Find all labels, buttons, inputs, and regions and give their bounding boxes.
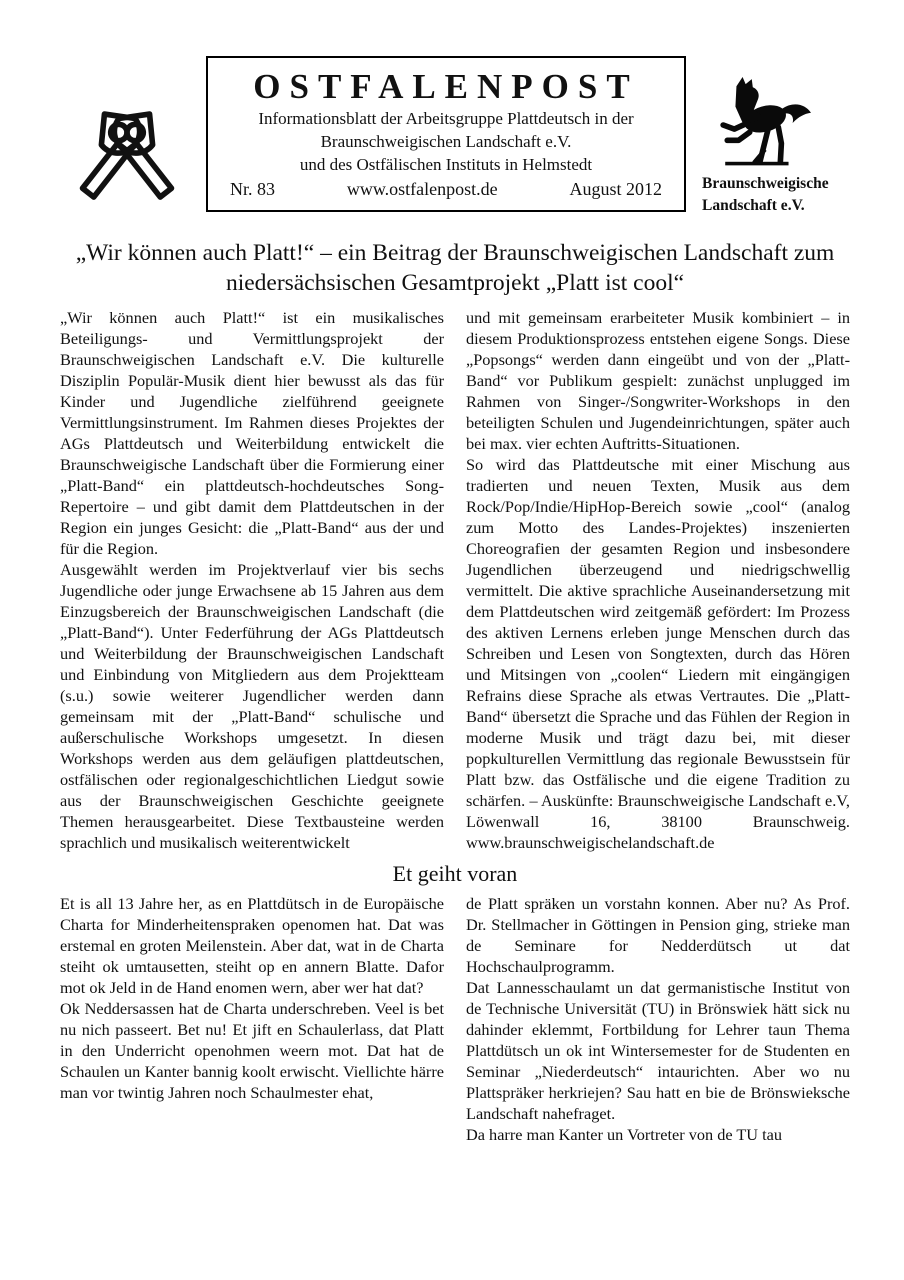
paragraph: So wird das Plattdeutsche mit einer Mischung aus tradierten und neuen Texten, Musik aus dem Rock/Pop/Indie/HipHop-Bereich sowie „cool“ (analog zum Motto des Landes-Projektes) inszenierten Choreografien der gesamten Region und insbesondere Jugendlichen überzeugend und niedrigschwellig vermittelt. Die aktive sprachliche Auseinandersetzung mit dem Plattdeutschen wird zeitgemäß gefördert: Im Prozess des aktiven Lernens erleben junge Menschen durch das Schreiben und Lesen von Songtexten, durch das Hören und Mitsingen von „coolen“ Liedern mit eingängigen Refrains diese Sprache als etwas Vertrautes. Die „Platt-Band“ übersetzt die Sprache und das Fühlen der Region in moderne Musik und trägt dazu bei, mit dieser popkulturellen Vermittlung das regionale Bewusstsein für Platt bzw. das Ostfälische und die eigene Tradition zu schärfen. – Auskünfte: Braunschweigische Landschaft e.V, Löwenwall 16, 38100 Braunschweig. www.braunschweigischelandschaft.de [466, 455, 850, 853]
article2-left-column [60, 893, 444, 1145]
saxon-steed-horse-icon [702, 76, 824, 172]
masthead-subtitle-line3: und des Ostfälischen Instituts in Helmstedt [299, 155, 593, 175]
article1-left-column [60, 307, 444, 853]
issue-date: August 2012 [569, 179, 662, 200]
article1-right-column [466, 307, 850, 853]
logo-caption-line2: Landschaft e.V. [702, 197, 805, 215]
article2-body [60, 893, 850, 1145]
masthead-subtitle-line2: Braunschweigischen Landschaft e.V. [320, 132, 572, 152]
paragraph: „Wir können auch Platt!“ ist ein musikalisches Beteiligungs- und Vermittlungsprojekt der Braunschweigischen Landschaft e.V. Die kulturelle Disziplin Populär-Musik dient hier bewusst als das für Kinder und Jugendliche zielführend geeignete Vermittlungsinstrument. Im Rahmen dieses Projektes der AGs Plattdeutsch und Weiterbildung entwickelt die Braunschweigische Landschaft über die Formierung einer „Platt-Band“ ein plattdeutsch-hochdeutsches Song-Repertoire – und gibt damit dem Plattdeutschen in der Region ein junges Gesicht: die „Platt-Band“ aus der und für die Region. [60, 308, 444, 559]
masthead-meta-row [222, 179, 670, 200]
article1-headline: „Wir können auch Platt!“ – ein Beitrag der Braunschweigischen Landschaft zum niedersächsischen Gesamtprojekt „Platt ist cool“ [75, 240, 835, 297]
paragraph: Ausgewählt werden im Projektverlauf vier bis sechs Jugendliche oder junge Erwachsene ab 15 Jahren aus dem Einzugsbereich der Braunschweigischen Landschaft (die „Platt-Band“). Unter Federführung der AGs Plattdeutsch und Weiterbildung der Braunschweigischen Landschaft und Einbindung von Mitgliedern aus dem Projektteam (s.u.) sowie weiterer Jugendlicher werden dann gemeinsam mit der „Platt-Band“ schulische und außerschulische Workshops umgesetzt. In diesen Workshops werden aus dem geläufigen plattdeutschen, ostfälischen oder regionalgeschichtlichen Liedgut sowie aus der Braunschweigischen Geschichte geeignete Themen herausgearbeitet. Diese Textbausteine werden sprachlich und musikalisch weiterentwickelt [60, 560, 444, 853]
logo-caption-line1: Braunschweigische [702, 175, 829, 192]
paragraph: und mit gemeinsam erarbeiteter Musik kombiniert – in diesem Produktionsprozess entstehen eigene Songs. Diese „Popsongs“ werden dann eingeübt und von der „Platt-Band“ vor Publikum gespielt: zunächst unplugged im Rahmen von Singer-/Songwriter-Workshops in den beteiligten Schulen und Jugendeinrichtungen, später auch bei max. vier echten Auftritts-Situationen. [466, 308, 850, 454]
masthead [60, 56, 850, 216]
paragraph: Da harre man Kanter un Vortreter von de TU tau [466, 1125, 783, 1145]
article2-right-column [466, 893, 850, 1145]
paragraph: de Platt spräken un vorstahn konnen. Aber nu? As Prof. Dr. Stellmacher in Göttingen in Pension ging, strieke man de Seminare for Nedderdütsch ut dat Hochschaulprogramm. [466, 894, 850, 977]
paragraph: Et is all 13 Jahre her, as en Plattdütsch in de Europäische Charta for Minderheitenspraken openomen hat. Dat was erstemal en groten Meilenstein. Aber dat, wat in de Charta steiht ok umtausetten, steiht op en annern Blatte. Dafor mot ok Jeld in de Hand enomen wern, aber wer hat dat? [60, 894, 444, 998]
crossed-paddles-emblem-icon [60, 56, 194, 204]
article1-body [60, 307, 850, 853]
article2-headline: Et geiht voran [392, 861, 518, 887]
issue-number: Nr. 83 [230, 179, 275, 200]
masthead-subtitle-line1: Informationsblatt der Arbeitsgruppe Plattdeutsch in der [258, 109, 634, 129]
newsletter-title: OSTFALENPOST [253, 67, 639, 106]
association-logo [698, 56, 850, 216]
website-url: www.ostfalenpost.de [346, 179, 498, 200]
paragraph: Dat Lannesschaulamt un dat germanistische Institut von de Technische Universität (TU) in Brönswiek hätt sick nu dahinder eklemmt, Fortbildung for Lehrer taun Thema Plattdütsch un ok int Wintersemester for de Studenten en Seminar „Niederdeutsch“ intaurichten. Aber wo nu Plattspräker herkriejen? Sau hatt en bie de Brönswieksche Landschaft nahefraget. [466, 978, 850, 1124]
paragraph: Ok Neddersassen hat de Charta underschreben. Veel is bet nu nich passeert. Bet nu! Et jift en Schaulerlass, dat Platt in den Underricht openohmen weern mot. Dat hat de Schaulen un Kanter bannig koolt erwischt. Viellichte härre man vor twintig Jahren noch Schaulmester ehat, [60, 999, 444, 1103]
masthead-box [206, 56, 686, 212]
